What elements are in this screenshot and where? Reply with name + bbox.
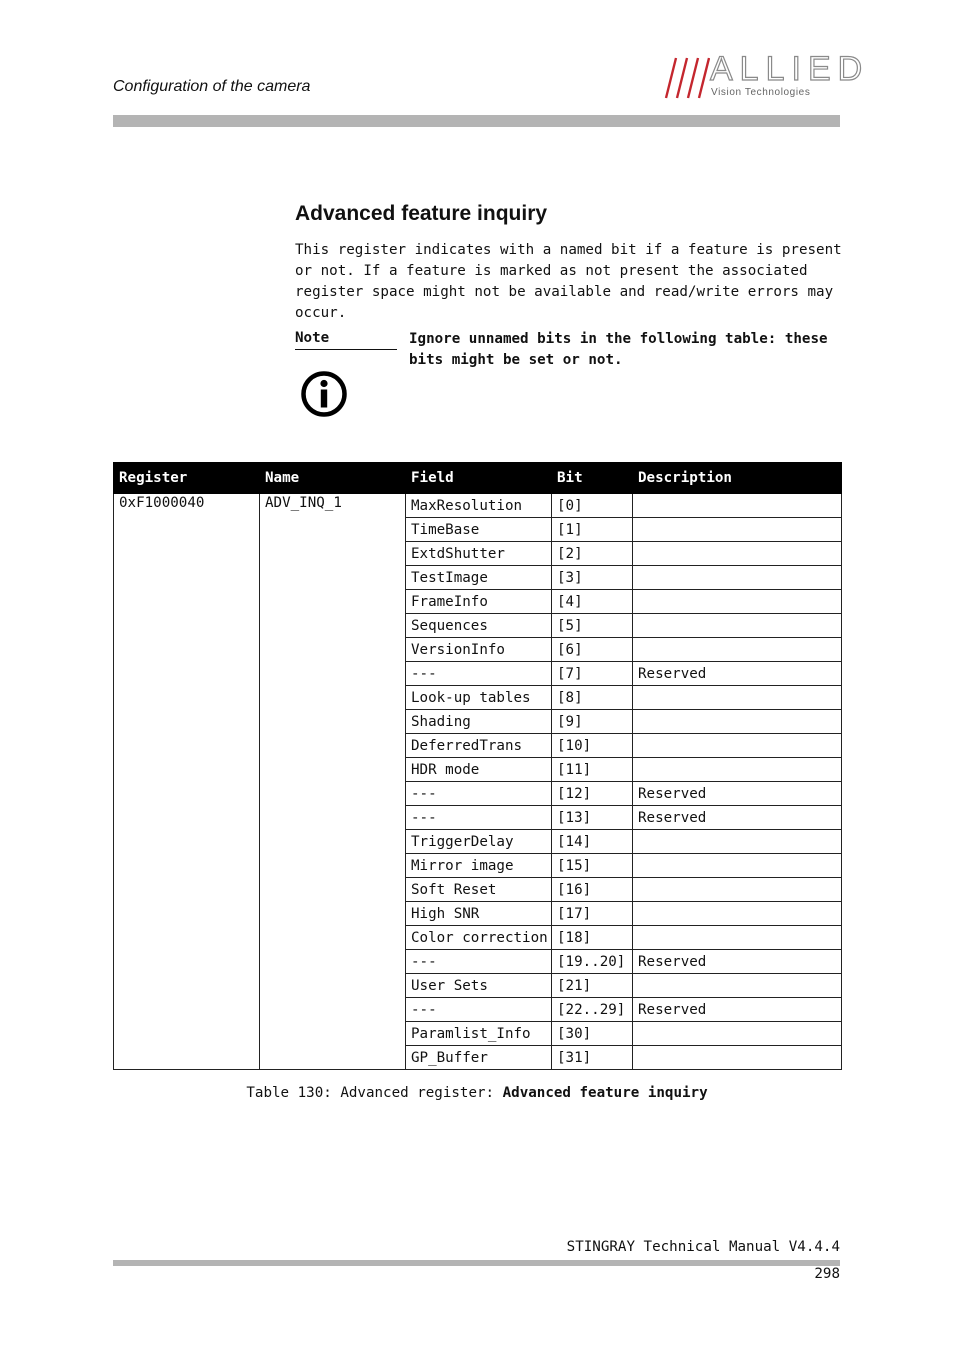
allied-logo (664, 50, 870, 102)
description-cell (633, 974, 842, 998)
field-cell: Mirror image (406, 854, 552, 878)
description-cell (633, 686, 842, 710)
table-body (114, 494, 842, 1070)
slash-marks-logo-icon (664, 54, 710, 102)
description-cell (633, 1022, 842, 1046)
bit-cell: [21] (552, 974, 633, 998)
column-header-name: Name (260, 463, 406, 494)
table-caption (0, 1085, 954, 1101)
description-cell (633, 614, 842, 638)
field-cell: DeferredTrans (406, 734, 552, 758)
bit-cell: [13] (552, 806, 633, 830)
description-cell (633, 590, 842, 614)
bit-cell: [12] (552, 782, 633, 806)
description-cell: Reserved (633, 662, 842, 686)
field-cell: User Sets (406, 974, 552, 998)
bit-cell: [4] (552, 590, 633, 614)
description-cell (633, 854, 842, 878)
header-rule (113, 115, 840, 127)
bit-cell: [16] (552, 878, 633, 902)
name-cell: ADV_INQ_1 (260, 494, 406, 1070)
note-text: Ignore unnamed bits in the following table: these bits might be set or not. (409, 331, 828, 368)
register-table (113, 462, 842, 1070)
column-header-bit: Bit (552, 463, 633, 494)
bit-cell: [5] (552, 614, 633, 638)
running-header-title: Configuration of the camera (113, 78, 311, 95)
bit-cell: [1] (552, 518, 633, 542)
field-cell: VersionInfo (406, 638, 552, 662)
field-cell: --- (406, 998, 552, 1022)
field-cell: Shading (406, 710, 552, 734)
bit-cell: [18] (552, 926, 633, 950)
caption-bold: Advanced feature inquiry (502, 1085, 708, 1101)
field-cell: --- (406, 662, 552, 686)
description-cell: Reserved (633, 950, 842, 974)
field-cell: TimeBase (406, 518, 552, 542)
field-cell: Color correction (406, 926, 552, 950)
bit-cell: [11] (552, 758, 633, 782)
field-cell: Look-up tables (406, 686, 552, 710)
description-cell (633, 518, 842, 542)
bit-cell: [8] (552, 686, 633, 710)
bit-cell: [15] (552, 854, 633, 878)
section-heading: Advanced feature inquiry (295, 202, 548, 225)
column-header-field: Field (406, 463, 552, 494)
field-cell: High SNR (406, 902, 552, 926)
register-cell: 0xF1000040 (114, 494, 260, 1070)
field-cell: TriggerDelay (406, 830, 552, 854)
intro-paragraph: This register indicates with a named bit if a feature is present or not. If a feature is marked as not present the associated register space might not be available and read/write errors may occur. (295, 242, 842, 321)
field-cell: Paramlist_Info (406, 1022, 552, 1046)
description-cell (633, 878, 842, 902)
description-cell: Reserved (633, 782, 842, 806)
footer-manual-title: STINGRAY Technical Manual V4.4.4 (566, 1239, 840, 1255)
field-cell: Soft Reset (406, 878, 552, 902)
description-cell (633, 542, 842, 566)
field-cell: ExtdShutter (406, 542, 552, 566)
description-cell (633, 566, 842, 590)
description-cell (633, 1046, 842, 1070)
bit-cell: [7] (552, 662, 633, 686)
bit-cell: [17] (552, 902, 633, 926)
bit-cell: [30] (552, 1022, 633, 1046)
description-cell (633, 926, 842, 950)
bit-cell: [14] (552, 830, 633, 854)
bit-cell: [2] (552, 542, 633, 566)
field-cell: --- (406, 782, 552, 806)
field-cell: HDR mode (406, 758, 552, 782)
info-icon (300, 370, 348, 418)
bit-cell: [9] (552, 710, 633, 734)
field-cell: --- (406, 950, 552, 974)
table-row (114, 494, 842, 518)
field-cell: --- (406, 806, 552, 830)
field-cell: FrameInfo (406, 590, 552, 614)
field-cell: Sequences (406, 614, 552, 638)
logo-wordmark: ALLIED (710, 50, 870, 88)
note-label: Note (295, 330, 397, 350)
bit-cell: [22..29] (552, 998, 633, 1022)
caption-prefix: Table 130: Advanced register: (246, 1085, 503, 1101)
description-cell: Reserved (633, 806, 842, 830)
bit-cell: [19..20] (552, 950, 633, 974)
bit-cell: [31] (552, 1046, 633, 1070)
description-cell (633, 494, 842, 518)
bit-cell: [10] (552, 734, 633, 758)
description-cell: Reserved (633, 998, 842, 1022)
field-cell: TestImage (406, 566, 552, 590)
field-cell: MaxResolution (406, 494, 552, 518)
bit-cell: [0] (552, 494, 633, 518)
description-cell (633, 830, 842, 854)
description-cell (633, 734, 842, 758)
page-number: 298 (814, 1266, 840, 1282)
bit-cell: [6] (552, 638, 633, 662)
bit-cell: [3] (552, 566, 633, 590)
table-header-row (114, 463, 842, 494)
column-header-register: Register (114, 463, 260, 494)
description-cell (633, 902, 842, 926)
description-cell (633, 758, 842, 782)
column-header-description: Description (633, 463, 842, 494)
description-cell (633, 710, 842, 734)
logo-tagline: Vision Technologies (711, 87, 811, 98)
field-cell: GP_Buffer (406, 1046, 552, 1070)
footer-rule (113, 1260, 840, 1266)
description-cell (633, 638, 842, 662)
